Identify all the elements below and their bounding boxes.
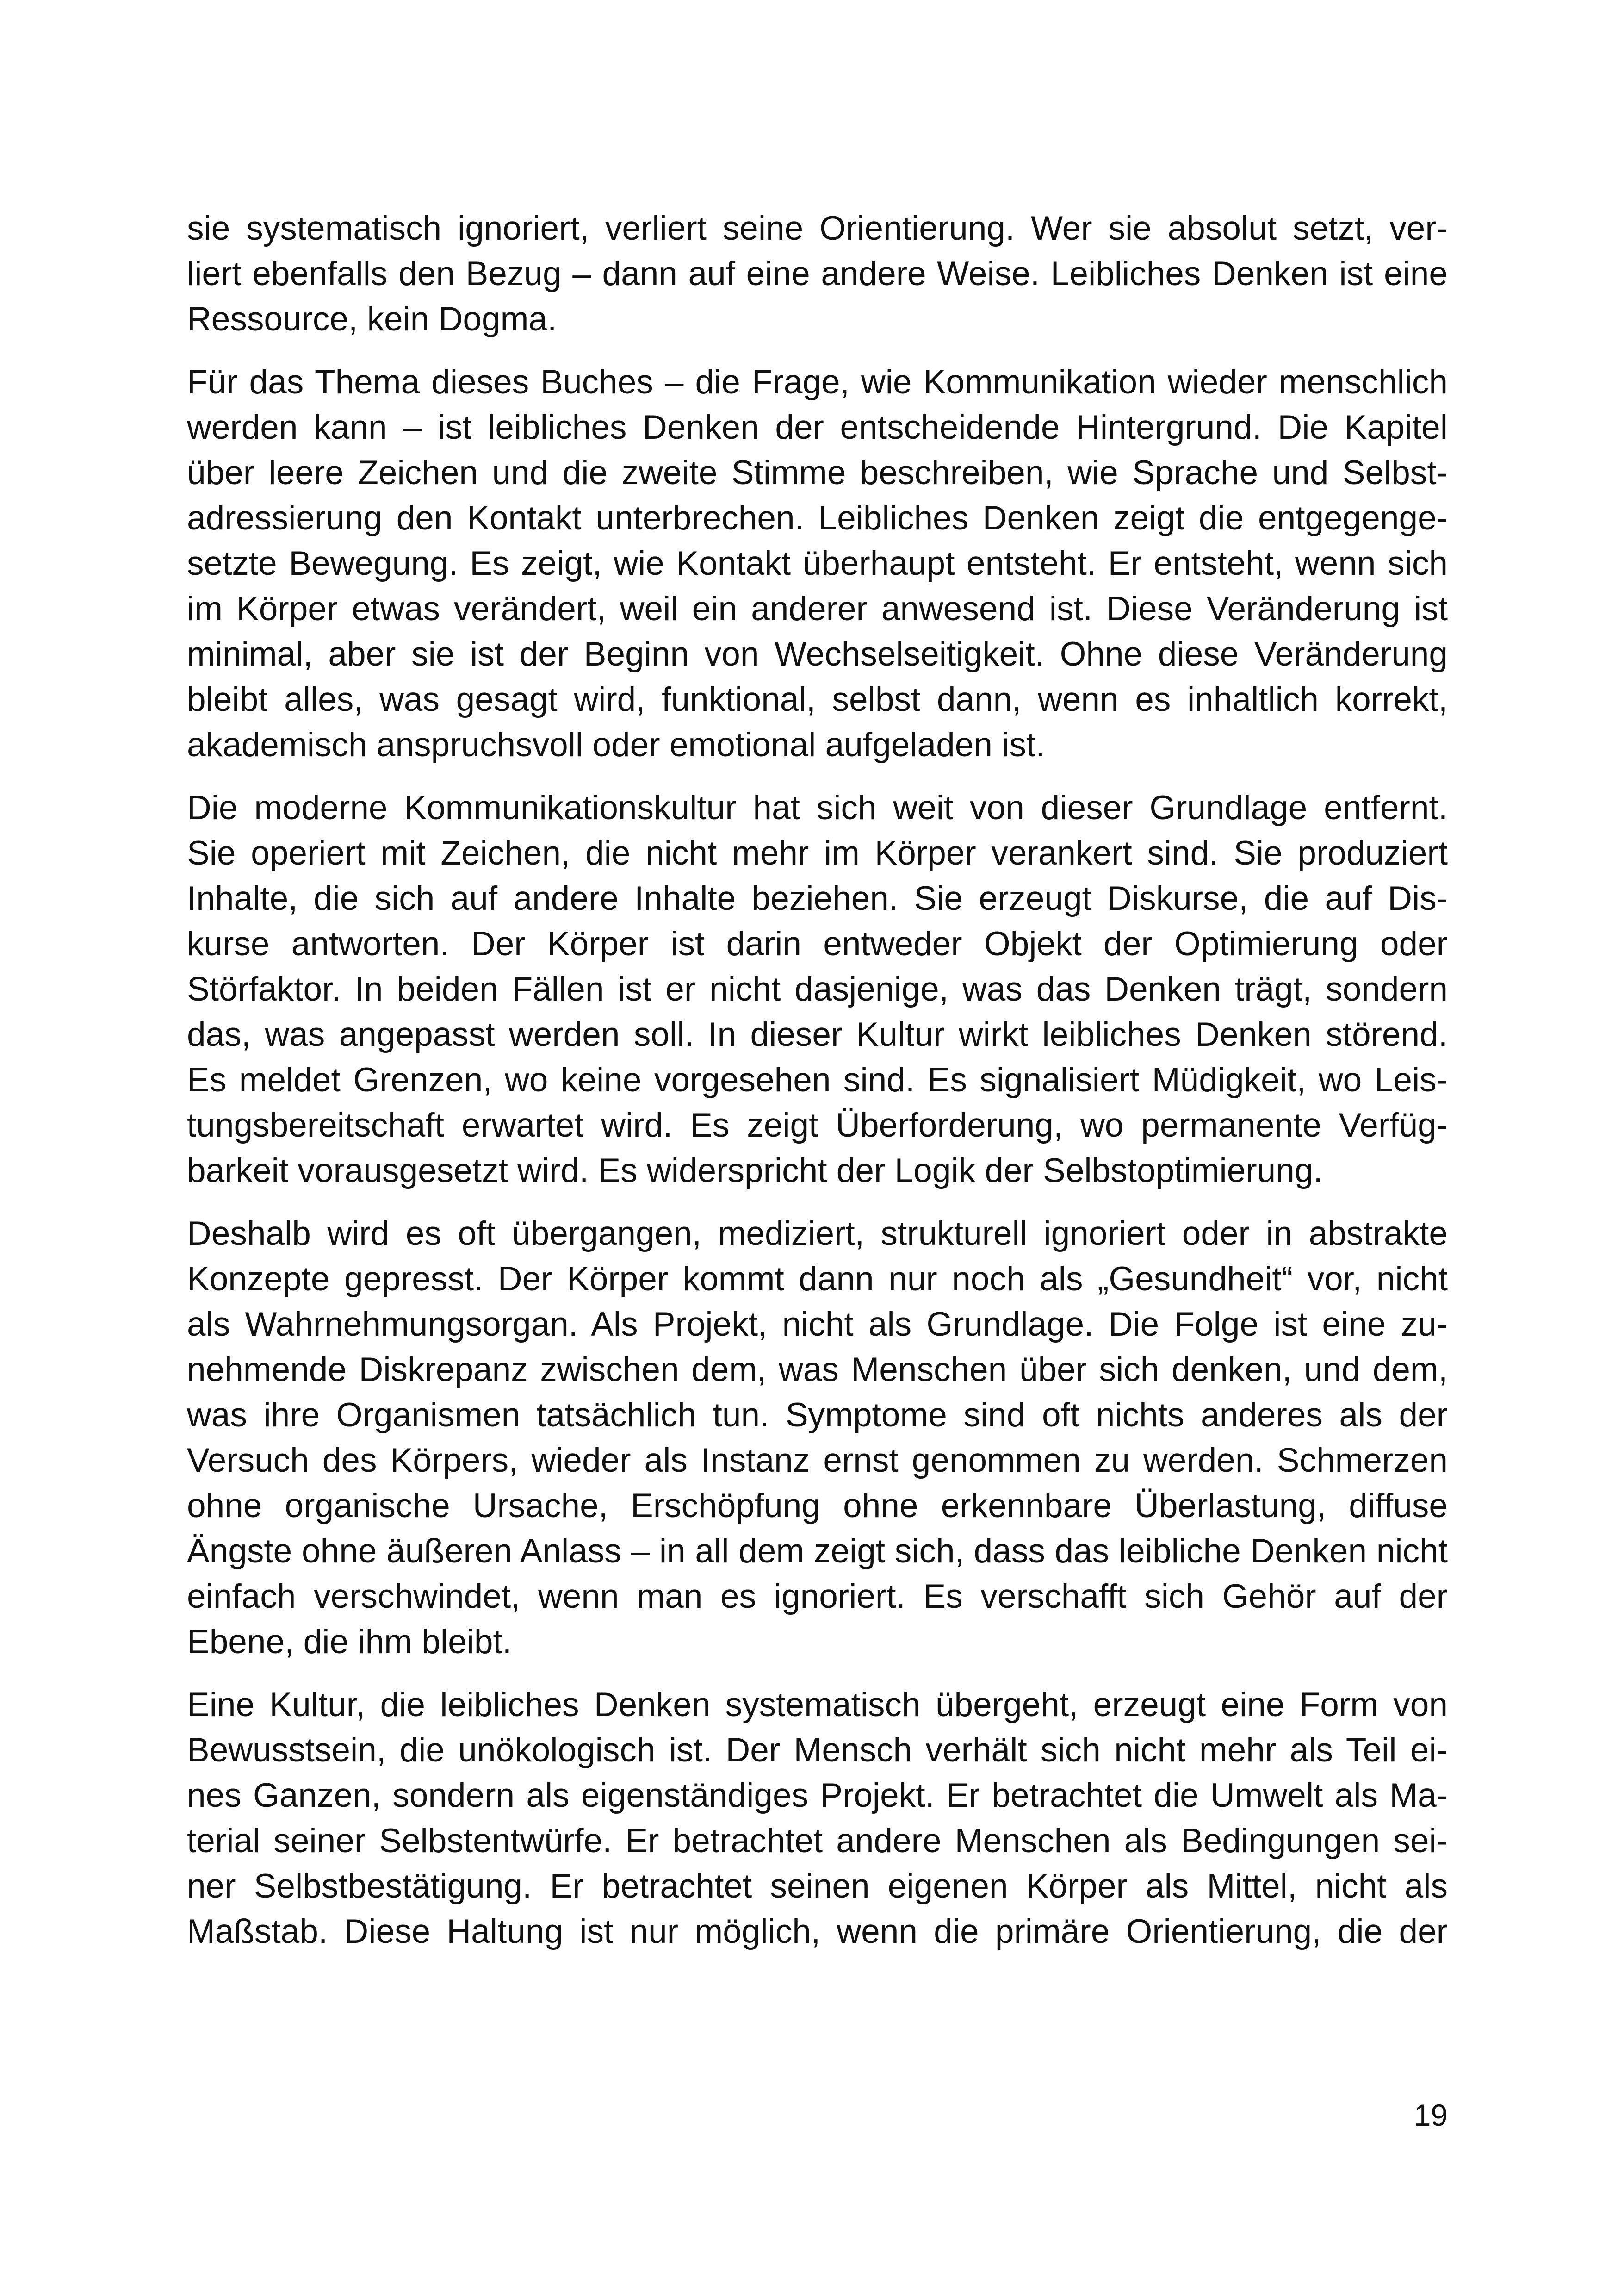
text-line: über leere Zeichen und die zweite Stimme beschreiben, wie Sprache und Selbst-	[187, 454, 1448, 492]
text-line: Versuch des Körpers, wieder als Instanz ernst genommen zu werden. Schmerzen	[187, 1442, 1448, 1479]
text-line: minimal, aber sie ist der Beginn von Wechselseitigkeit. Ohne diese Veränderung	[187, 635, 1448, 673]
paragraph	[187, 1211, 1448, 1665]
body-text	[187, 206, 1448, 1972]
text-line: Ebene, die ihm bleibt.	[187, 1623, 512, 1661]
text-line: setzte Bewegung. Es zeigt, wie Kontakt überhaupt entsteht. Er entsteht, wenn sich	[187, 545, 1448, 582]
text-line: barkeit vorausgesetzt wird. Es widerspricht der Logik der Selbstoptimierung.	[187, 1152, 1323, 1189]
text-line: Inhalte, die sich auf andere Inhalte beziehen. Sie erzeugt Diskurse, die auf Dis-	[187, 880, 1448, 917]
paragraph	[187, 785, 1448, 1194]
text-line: adressierung den Kontakt unterbrechen. Leibliches Denken zeigt die entgegenge-	[187, 499, 1448, 537]
text-line: Maßstab. Diese Haltung ist nur möglich, wenn die primäre Orientierung, die der	[187, 1913, 1448, 1950]
text-line: kurse antworten. Der Körper ist darin entweder Objekt der Optimierung oder	[187, 925, 1448, 963]
text-line: terial seiner Selbstentwürfe. Er betrachtet andere Menschen als Bedingungen sei-	[187, 1822, 1448, 1860]
paragraph	[187, 1682, 1448, 1954]
paragraph	[187, 360, 1448, 768]
text-line: Sie operiert mit Zeichen, die nicht mehr im Körper verankert sind. Sie produziert	[187, 834, 1448, 872]
paragraph	[187, 206, 1448, 342]
page-number: 19	[1413, 2098, 1448, 2132]
text-line: nes Ganzen, sondern als eigenständiges Projekt. Er betrachtet die Umwelt als Ma-	[187, 1777, 1448, 1814]
text-line: Es meldet Grenzen, wo keine vorgesehen sind. Es signalisiert Müdigkeit, wo Leis-	[187, 1061, 1448, 1099]
text-line: im Körper etwas verändert, weil ein anderer anwesend ist. Diese Veränderung ist	[187, 590, 1448, 628]
text-line: tungsbereitschaft erwartet wird. Es zeigt Überforderung, wo permanente Verfüg-	[187, 1107, 1448, 1144]
text-line: Ressource, kein Dogma.	[187, 300, 557, 338]
text-line: Störfaktor. In beiden Fällen ist er nicht dasjenige, was das Denken trägt, sondern	[187, 971, 1448, 1008]
text-line: sie systematisch ignoriert, verliert seine Orientierung. Wer sie absolut setzt, ver-	[187, 210, 1448, 247]
text-line: liert ebenfalls den Bezug – dann auf eine andere Weise. Leibliches Denken ist eine	[187, 255, 1448, 292]
text-line: ohne organische Ursache, Erschöpfung ohne erkennbare Überlastung, diffuse	[187, 1487, 1448, 1524]
text-line: einfach verschwindet, wenn man es ignoriert. Es verschafft sich Gehör auf der	[187, 1578, 1448, 1615]
text-line: Für das Thema dieses Buches – die Frage, wie Kommunikation wieder menschlich	[187, 363, 1448, 401]
text-line: das, was angepasst werden soll. In dieser Kultur wirkt leibliches Denken störend.	[187, 1016, 1448, 1053]
text-line: werden kann – ist leibliches Denken der entscheidende Hintergrund. Die Kapitel	[187, 409, 1448, 446]
text-line: ner Selbstbestätigung. Er betrachtet seinen eigenen Körper als Mittel, nicht als	[187, 1867, 1448, 1905]
text-line: Deshalb wird es oft übergangen, mediziert, strukturell ignoriert oder in abstrakte	[187, 1215, 1448, 1252]
text-line: nehmende Diskrepanz zwischen dem, was Menschen über sich denken, und dem,	[187, 1351, 1448, 1388]
text-line: Bewusstsein, die unökologisch ist. Der Mensch verhält sich nicht mehr als Teil ei-	[187, 1731, 1448, 1769]
text-line: Ängste ohne äußeren Anlass – in all dem zeigt sich, dass das leibliche Denken nicht	[187, 1532, 1448, 1570]
text-line: Konzepte gepresst. Der Körper kommt dann nur noch als „Gesundheit“ vor, nicht	[187, 1260, 1448, 1298]
text-line: was ihre Organismen tatsächlich tun. Symptome sind oft nichts anderes als der	[187, 1396, 1448, 1434]
text-line: akademisch anspruchsvoll oder emotional aufgeladen ist.	[187, 726, 1045, 764]
text-line: Eine Kultur, die leibliches Denken systematisch übergeht, erzeugt eine Form von	[187, 1686, 1448, 1724]
text-line: als Wahrnehmungsorgan. Als Projekt, nicht als Grundlage. Die Folge ist eine zu-	[187, 1306, 1448, 1343]
text-line: Die moderne Kommunikationskultur hat sich weit von dieser Grundlage entfernt.	[187, 789, 1448, 827]
text-line: bleibt alles, was gesagt wird, funktional, selbst dann, wenn es inhaltlich korrekt,	[187, 681, 1448, 718]
